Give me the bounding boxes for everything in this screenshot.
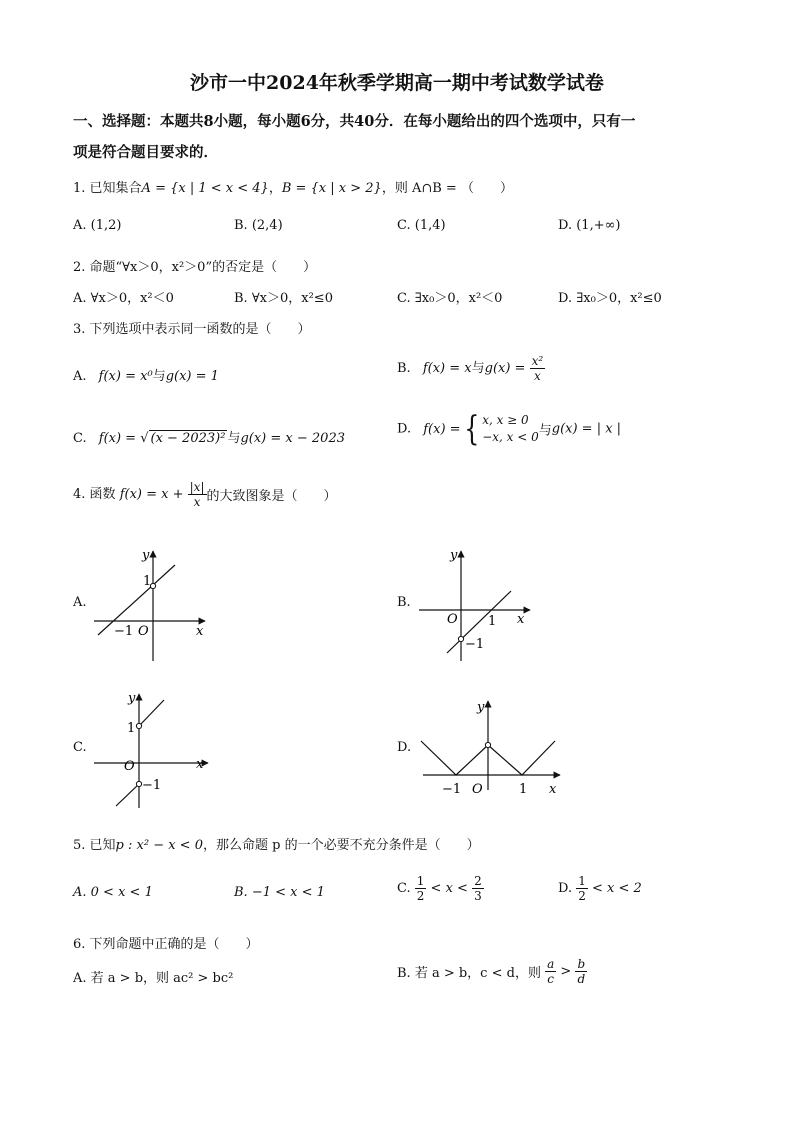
tick-neg1: −1 — [465, 637, 485, 652]
graph-line-left — [116, 784, 139, 806]
q2-option-b: B. ∀x＞0，x²≤0 — [234, 291, 333, 306]
q1-sep: ， — [268, 181, 282, 196]
open-point — [458, 636, 463, 641]
q6-option-b — [397, 957, 587, 986]
open-point — [485, 742, 490, 747]
q4-suffix: 的大致图象是（ ） — [206, 489, 337, 504]
q3-c-radicand: (x − 2023)² — [150, 431, 226, 446]
y-axis-label: y — [128, 691, 136, 706]
question-5-stem — [73, 834, 480, 853]
q5-option-a: A. 0 < x < 1 — [73, 885, 153, 900]
q3-option-b — [397, 354, 545, 383]
graph-line-right — [488, 741, 555, 775]
q5-option-d — [558, 874, 642, 903]
q3-d-label: D. — [397, 421, 412, 437]
q1-set-b: B = {x | x > 2} — [281, 181, 382, 196]
q4-graph-b — [415, 545, 535, 665]
q3-b-f: f(x) = x — [422, 361, 472, 376]
q3-d-g: g(x) = | x | — [551, 421, 622, 437]
q1-option-a: A. (1,2) — [73, 218, 122, 233]
q5-c-n1: 1 — [416, 874, 425, 888]
q2-option-a: A. ∀x＞0，x²＜0 — [73, 291, 174, 306]
q1-suffix: ，则 A∩B = （ ） — [381, 181, 513, 196]
q4-option-d-label: D. — [397, 740, 412, 755]
q4-option-a-label: A. — [73, 595, 87, 610]
q3-d-case2: −x, x < 0 — [482, 430, 539, 444]
graph-line — [98, 565, 175, 635]
open-point-bottom — [136, 781, 141, 786]
q4-graph-a — [90, 545, 210, 665]
q5-d-d1: 2 — [578, 889, 586, 903]
tick-1: 1 — [143, 574, 152, 589]
x-axis-label: x — [517, 612, 525, 627]
q3-option-d — [397, 409, 622, 449]
q5-d-label: D. — [558, 881, 573, 896]
q6-b-d2: d — [577, 972, 586, 986]
tick-neg1: −1 — [114, 624, 134, 639]
q3-a-g: g(x) = 1 — [165, 369, 219, 384]
section-heading-line1: 一、选择题：本题共8小题，每小题6分，共40分．在每小题给出的四个选项中，只有一 — [73, 113, 636, 130]
tick-neg1: −1 — [142, 778, 162, 793]
q4-graph-c — [90, 688, 215, 813]
q3-b-numerator: x² — [531, 354, 544, 368]
q4-prefix: 4. 函数 — [73, 487, 116, 502]
q4-graph-d — [415, 695, 565, 805]
q1-set-a: A = {x | 1 < x < 4} — [141, 181, 269, 196]
q5-c-n2: 2 — [474, 874, 482, 888]
q2-option-c: C. ∃x₀＞0，x²＜0 — [397, 291, 503, 306]
question-3-stem: 3. 下列选项中表示同一函数的是（ ） — [73, 322, 311, 337]
q3-c-label: C. — [73, 431, 87, 446]
q5-c-d2: 3 — [474, 889, 482, 903]
origin-label: O — [447, 612, 458, 627]
q5-c-d1: 2 — [416, 889, 425, 903]
q6-option-a: A. 若 a > b，则 ac² > bc² — [73, 971, 234, 986]
tick-1: 1 — [519, 782, 528, 797]
question-4-stem — [73, 480, 337, 509]
q3-d-f: f(x) = — [423, 421, 461, 437]
q1-option-c: C. (1,4) — [397, 218, 446, 233]
q3-a-conj: 与 — [152, 369, 166, 384]
q3-b-conj: 与 — [471, 361, 485, 376]
x-axis-label: x — [549, 782, 557, 797]
graph-line-left — [421, 741, 488, 775]
q3-d-case1: x, x ≥ 0 — [482, 413, 529, 427]
q6-b-mid: > — [560, 964, 572, 979]
q3-c-f: f(x) = — [98, 431, 137, 446]
q5-c-label: C. — [397, 881, 411, 896]
q4-numerator: |x| — [189, 480, 205, 494]
tick-neg1: −1 — [442, 782, 462, 797]
q5-prefix: 5. 已知 — [73, 838, 116, 853]
q3-option-a — [73, 365, 219, 384]
q3-b-label: B. — [397, 361, 411, 376]
q4-option-b-label: B. — [397, 595, 411, 610]
q5-c-mid: < x < — [430, 881, 468, 896]
q3-option-c: C. f(x) = √ (x − 2023)² 与g(x) = x − 2023 — [73, 431, 345, 446]
section-heading-line2: 项是符合题目要求的． — [73, 144, 218, 161]
question-1-stem — [73, 177, 513, 196]
q5-suffix: ，那么命题 p 的一个必要不充分条件是（ ） — [202, 838, 480, 853]
question-2-stem: 2. 命题“∀x＞0，x²＞0”的否定是（ ） — [73, 260, 317, 275]
question-6-stem: 6. 下列命题中正确的是（ ） — [73, 937, 259, 952]
x-axis-label: x — [196, 757, 204, 772]
q6-b-n2: b — [577, 957, 586, 971]
origin-label: O — [138, 624, 149, 639]
q3-a-f: f(x) = x⁰ — [98, 369, 153, 384]
q6-b-d1: c — [547, 972, 555, 986]
q1-option-d: D. (1,+∞) — [558, 218, 621, 233]
q6-b-n1: a — [547, 957, 555, 971]
q3-a-label: A. — [73, 369, 87, 384]
tick-1: 1 — [127, 721, 136, 736]
q4-option-c-label: C. — [73, 740, 87, 755]
q5-option-b: B. −1 < x < 1 — [234, 885, 325, 900]
q6-b-pre: B. 若 a > b，c < d，则 — [397, 966, 541, 981]
q5-d-n1: 1 — [578, 874, 586, 888]
q5-option-c — [397, 874, 484, 903]
tick-1: 1 — [488, 614, 497, 629]
x-axis-label: x — [196, 624, 204, 639]
q3-c-conj: 与 — [227, 431, 241, 446]
q3-b-g: g(x) = — [484, 361, 526, 376]
q3-b-denominator: x — [533, 369, 541, 383]
q3-c-g: g(x) = x − 2023 — [240, 431, 345, 446]
q3-d-conj: 与 — [538, 423, 552, 439]
origin-label: O — [124, 759, 135, 774]
graph-line-right — [139, 700, 164, 726]
q4-f: f(x) = x + — [119, 487, 184, 502]
page-title: 沙市一中2024年秋季学期高一期中考试数学试卷 — [190, 72, 604, 94]
q5-p: p : x² − x < 0 — [115, 838, 203, 853]
y-axis-label: y — [477, 700, 485, 715]
open-point-top — [136, 723, 141, 728]
y-axis-label: y — [450, 548, 458, 563]
q5-d-tail: < x < 2 — [592, 881, 642, 896]
q2-option-d: D. ∃x₀＞0，x²≤0 — [558, 291, 662, 306]
q3-d-brace: { — [463, 409, 479, 449]
origin-label: O — [472, 782, 483, 797]
q1-option-b: B. (2,4) — [234, 218, 283, 233]
q1-prefix: 1. 已知集合 — [73, 181, 142, 196]
y-axis-label: y — [142, 548, 150, 563]
q4-denominator: x — [193, 495, 201, 509]
